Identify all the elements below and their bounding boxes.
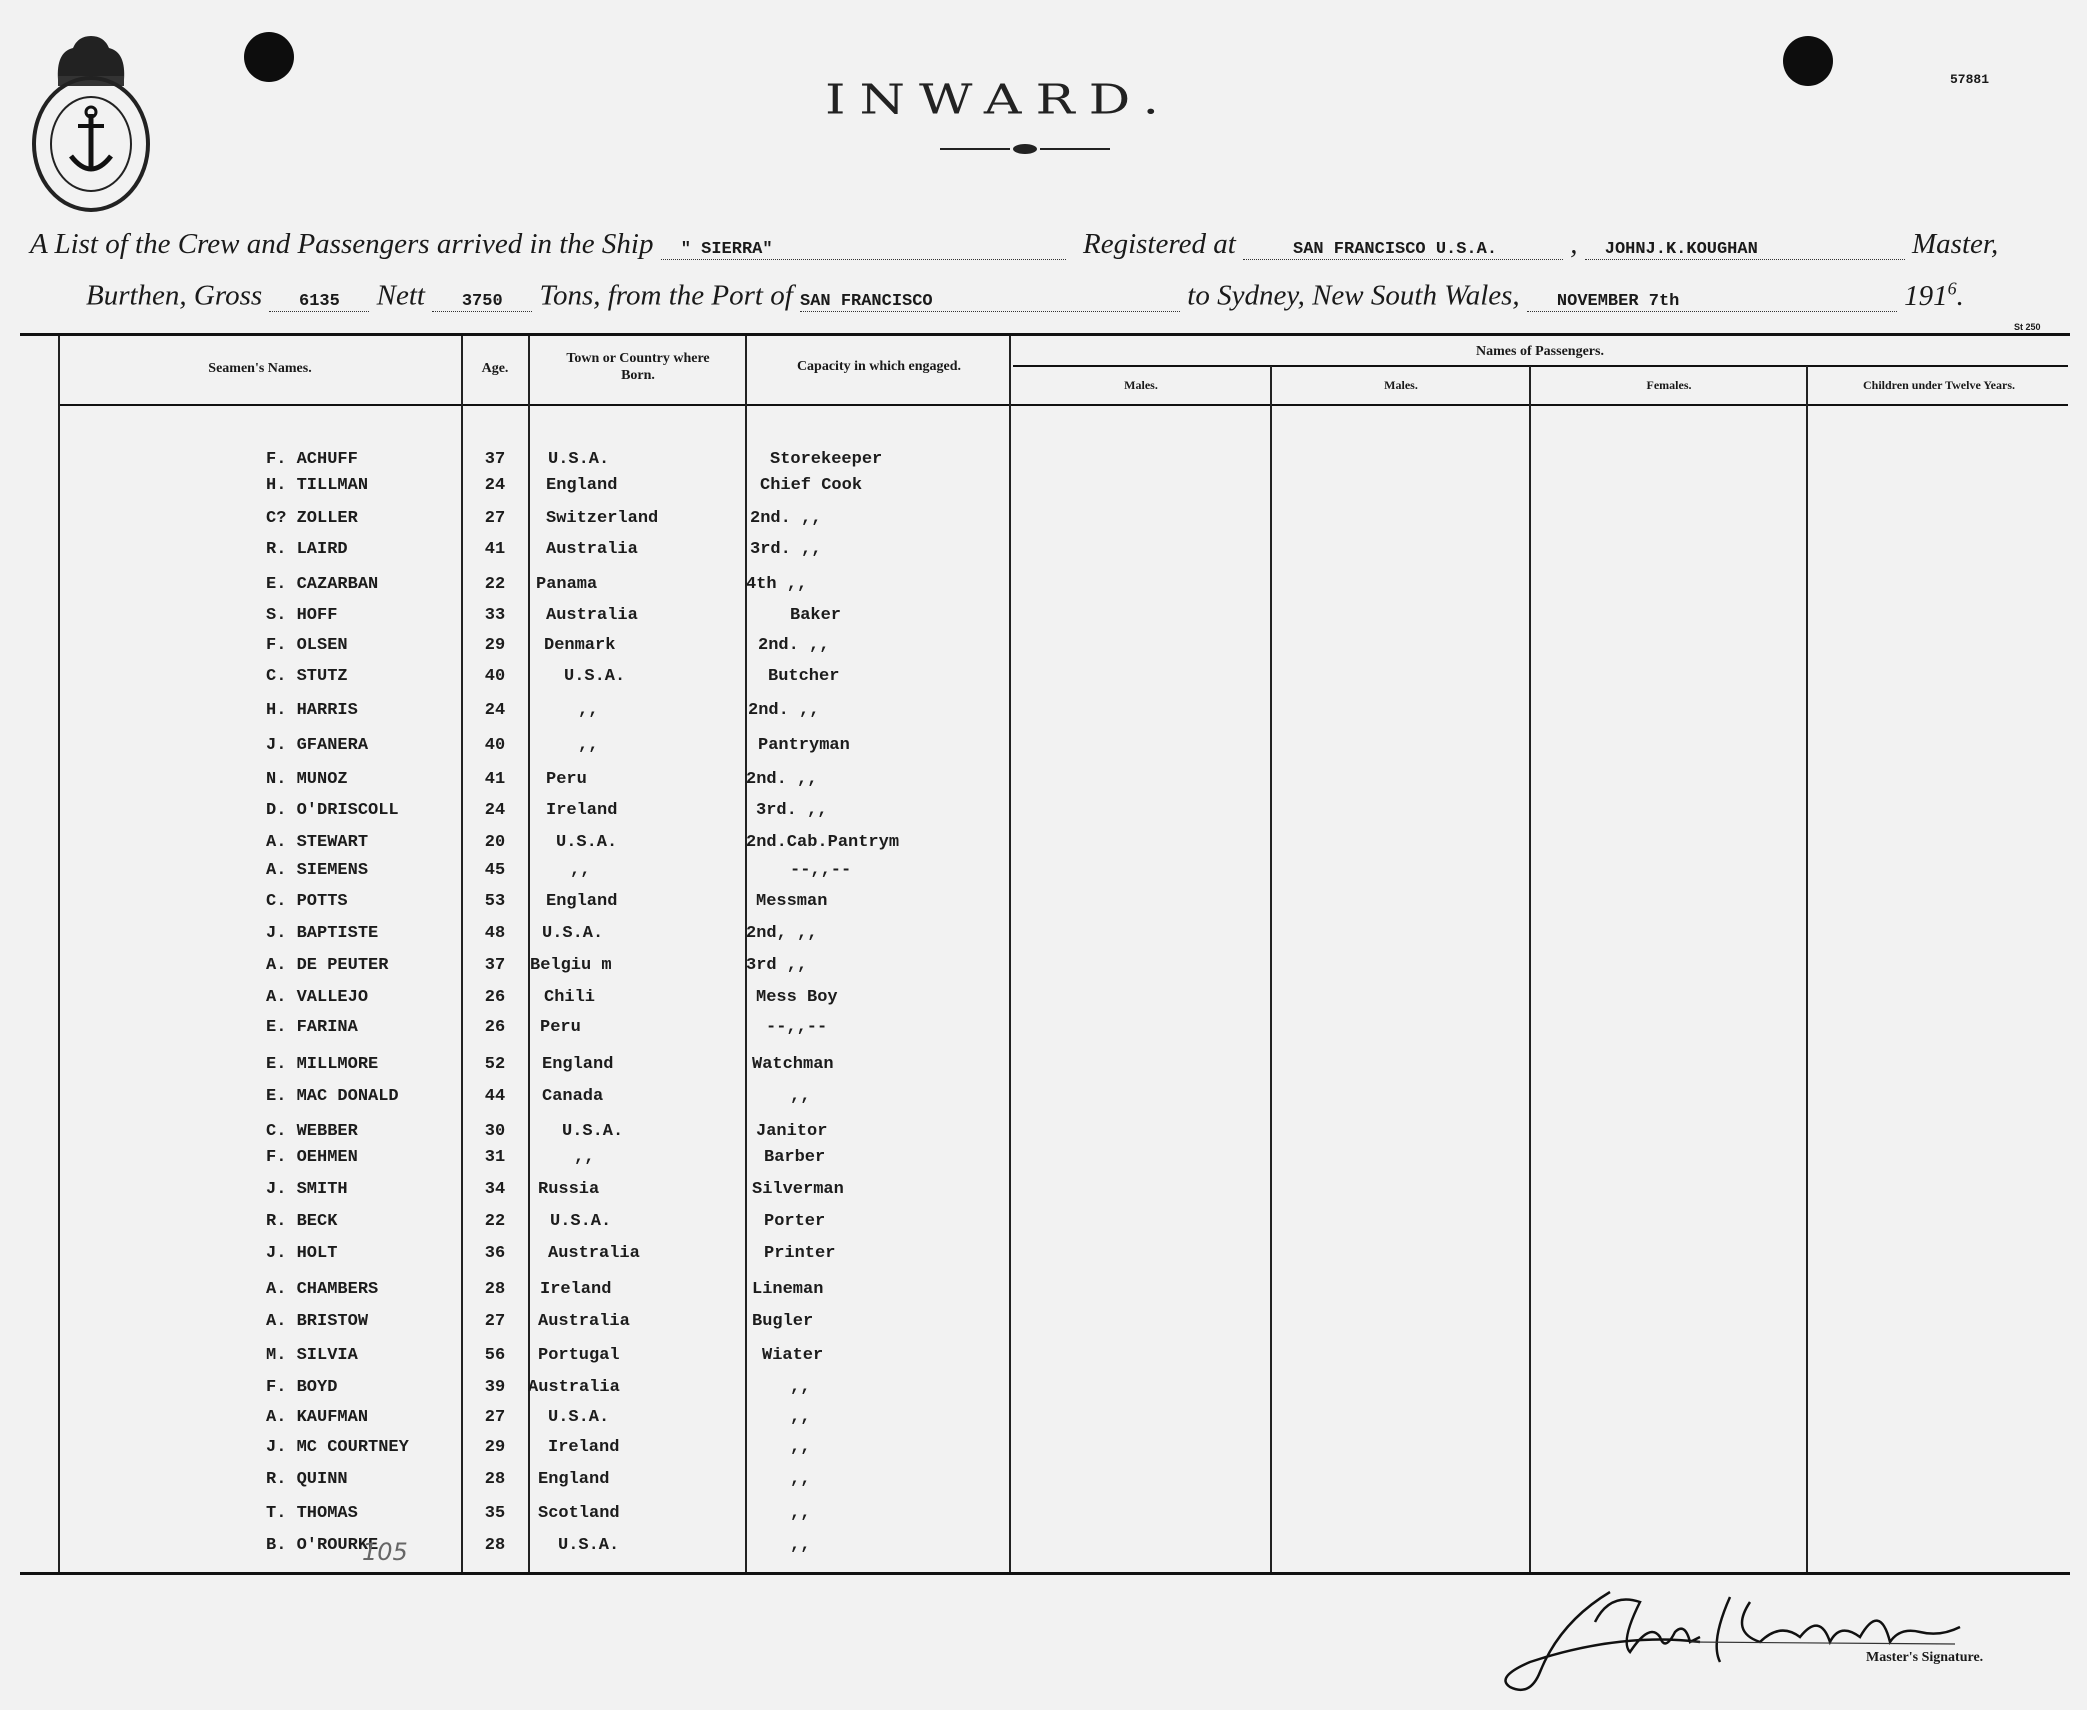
seaman-name: F. OLSEN bbox=[266, 636, 348, 655]
gross-tons: 6135 bbox=[269, 292, 369, 312]
seaman-age: 26 bbox=[484, 988, 506, 1007]
seaman-age: 31 bbox=[484, 1148, 506, 1167]
document-number: 57881 bbox=[1950, 72, 1990, 87]
seaman-name: D. O'DRISCOLL bbox=[266, 801, 399, 820]
seaman-age: 29 bbox=[484, 1438, 506, 1457]
seaman-capacity: Messman bbox=[756, 892, 828, 911]
seaman-name: H. HARRIS bbox=[266, 701, 358, 720]
seaman-name: A. SIEMENS bbox=[266, 861, 369, 880]
column-rule bbox=[1270, 366, 1272, 1572]
seaman-birthplace: Portugal bbox=[538, 1346, 620, 1365]
seaman-age: 27 bbox=[484, 509, 506, 528]
seaman-birthplace: Australia bbox=[548, 1244, 640, 1263]
seaman-name: A. STEWART bbox=[266, 833, 369, 852]
seaman-capacity: ,, bbox=[790, 1378, 811, 1397]
seaman-age: 53 bbox=[484, 892, 506, 911]
seaman-name: C. WEBBER bbox=[266, 1122, 358, 1141]
master-name: JOHNJ.K.KOUGHAN bbox=[1585, 240, 1905, 260]
seaman-age: 37 bbox=[484, 450, 506, 469]
seaman-capacity: Barber bbox=[764, 1148, 826, 1167]
seaman-capacity: ,, bbox=[790, 1504, 811, 1523]
seaman-age: 28 bbox=[484, 1536, 506, 1555]
seaman-birthplace: U.S.A. bbox=[550, 1212, 612, 1231]
seaman-age: 40 bbox=[484, 736, 506, 755]
burthen-label: Burthen, Gross bbox=[86, 279, 263, 312]
seaman-birthplace: U.S.A. bbox=[556, 833, 618, 852]
comma: , bbox=[1570, 228, 1578, 260]
seaman-name: A. BRISTOW bbox=[266, 1312, 369, 1331]
tons-label: Tons, from the Port of bbox=[539, 279, 793, 312]
seaman-age: 28 bbox=[484, 1470, 506, 1489]
year: $191^6$. bbox=[1904, 278, 1964, 312]
seaman-birthplace: Australia bbox=[528, 1378, 620, 1397]
page-title: INWARD. bbox=[825, 76, 1173, 124]
punch-hole-right bbox=[1783, 36, 1833, 86]
registered-place: SAN FRANCISCO U.S.A. bbox=[1243, 240, 1563, 260]
seaman-birthplace: U.S.A. bbox=[562, 1122, 624, 1141]
seaman-birthplace: Australia bbox=[538, 1312, 630, 1331]
seaman-capacity: Baker bbox=[790, 606, 842, 625]
seaman-birthplace: ,, bbox=[570, 861, 591, 880]
seaman-birthplace: England bbox=[546, 892, 618, 911]
seaman-birthplace: Scotland bbox=[538, 1504, 620, 1523]
seaman-name: J. HOLT bbox=[266, 1244, 338, 1263]
seaman-capacity: Pantryman bbox=[758, 736, 850, 755]
seaman-birthplace: U.S.A. bbox=[558, 1536, 620, 1555]
seaman-name: B. O'ROURKE bbox=[266, 1536, 379, 1555]
seaman-capacity: --,,-- bbox=[766, 1018, 828, 1037]
seaman-age: 28 bbox=[484, 1280, 506, 1299]
form-code: St 250 bbox=[2014, 322, 2041, 332]
shipping-masters-seal bbox=[28, 32, 154, 216]
seaman-capacity: 3rd ,, bbox=[746, 956, 808, 975]
seaman-name: M. SILVIA bbox=[266, 1346, 358, 1365]
seaman-name: S. HOFF bbox=[266, 606, 338, 625]
column-rule bbox=[745, 336, 747, 1572]
seaman-name: N. MUNOZ bbox=[266, 770, 348, 789]
seaman-name: A. KAUFMAN bbox=[266, 1408, 369, 1427]
col-header-males-2: Males. bbox=[1384, 378, 1418, 392]
seaman-birthplace: Peru bbox=[546, 770, 587, 789]
seaman-name: F. BOYD bbox=[266, 1378, 338, 1397]
col-header-born: Town or Country where Born. bbox=[566, 351, 710, 383]
seaman-birthplace: Chili bbox=[544, 988, 596, 1007]
column-rule bbox=[1009, 336, 1011, 1572]
seaman-age: 52 bbox=[484, 1055, 506, 1074]
seaman-birthplace: U.S.A. bbox=[542, 924, 604, 943]
seaman-birthplace: Belgiu m bbox=[530, 956, 612, 975]
seaman-name: E. MILLMORE bbox=[266, 1055, 379, 1074]
seaman-birthplace: Australia bbox=[546, 540, 638, 559]
column-rule bbox=[58, 336, 60, 1572]
seaman-capacity: Chief Cook bbox=[760, 476, 863, 495]
seaman-capacity: Mess Boy bbox=[756, 988, 838, 1007]
seaman-birthplace: ,, bbox=[578, 701, 599, 720]
seaman-capacity: ,, bbox=[790, 1438, 811, 1457]
seaman-capacity: Wiater bbox=[762, 1346, 824, 1365]
seaman-birthplace: ,, bbox=[574, 1148, 595, 1167]
seaman-name: R. LAIRD bbox=[266, 540, 348, 559]
seaman-capacity: 2nd. ,, bbox=[758, 636, 830, 655]
col-header-females: Females. bbox=[1646, 378, 1692, 392]
seaman-age: 45 bbox=[484, 861, 506, 880]
seaman-age: 29 bbox=[484, 636, 506, 655]
seaman-birthplace: Panama bbox=[536, 575, 598, 594]
seaman-capacity: Storekeeper bbox=[770, 450, 883, 469]
seaman-name: A. CHAMBERS bbox=[266, 1280, 379, 1299]
seaman-birthplace: Switzerland bbox=[546, 509, 659, 528]
seaman-capacity: --,,-- bbox=[790, 861, 852, 880]
seaman-birthplace: Australia bbox=[546, 606, 638, 625]
seaman-age: 33 bbox=[484, 606, 506, 625]
seaman-name: J. SMITH bbox=[266, 1180, 348, 1199]
seaman-capacity: 4th ,, bbox=[746, 575, 808, 594]
seaman-age: 56 bbox=[484, 1346, 506, 1365]
seaman-birthplace: England bbox=[546, 476, 618, 495]
seaman-birthplace: U.S.A. bbox=[564, 667, 626, 686]
header-bottom-rule bbox=[58, 404, 2068, 406]
seaman-name: T. THOMAS bbox=[266, 1504, 358, 1523]
seaman-capacity: ,, bbox=[790, 1536, 811, 1555]
seaman-name: E. MAC DONALD bbox=[266, 1087, 399, 1106]
seaman-capacity: Lineman bbox=[752, 1280, 824, 1299]
seaman-birthplace: Denmark bbox=[544, 636, 616, 655]
column-rule bbox=[461, 336, 463, 1572]
seaman-capacity: ,, bbox=[790, 1087, 811, 1106]
seaman-age: 48 bbox=[484, 924, 506, 943]
passenger-subheader-rule bbox=[1013, 365, 2068, 367]
seaman-name: E. CAZARBAN bbox=[266, 575, 379, 594]
seaman-capacity: 2nd. ,, bbox=[748, 701, 820, 720]
seaman-age: 40 bbox=[484, 667, 506, 686]
seaman-capacity: Watchman bbox=[752, 1055, 834, 1074]
seaman-capacity: 2nd, ,, bbox=[746, 924, 818, 943]
seaman-age: 24 bbox=[484, 701, 506, 720]
nett-label: Nett bbox=[376, 279, 425, 312]
col-header-males-1: Males. bbox=[1124, 378, 1158, 392]
seaman-age: 34 bbox=[484, 1180, 506, 1199]
seaman-capacity: 2nd. ,, bbox=[750, 509, 822, 528]
seaman-birthplace: Ireland bbox=[546, 801, 618, 820]
seaman-age: 30 bbox=[484, 1122, 506, 1141]
seaman-name: J. BAPTISTE bbox=[266, 924, 379, 943]
seaman-name: R. BECK bbox=[266, 1212, 338, 1231]
seaman-birthplace: England bbox=[542, 1055, 614, 1074]
seaman-capacity: 2nd. ,, bbox=[746, 770, 818, 789]
seaman-name: R. QUINN bbox=[266, 1470, 348, 1489]
destination-label: to Sydney, New South Wales, bbox=[1187, 279, 1520, 312]
seaman-name: F. ACHUFF bbox=[266, 450, 358, 469]
seaman-age: 27 bbox=[484, 1408, 506, 1427]
seaman-age: 22 bbox=[484, 1212, 506, 1231]
seaman-name: C? ZOLLER bbox=[266, 509, 358, 528]
seaman-capacity: ,, bbox=[790, 1470, 811, 1489]
header-line-2 bbox=[86, 278, 1964, 313]
seaman-birthplace: Ireland bbox=[548, 1438, 620, 1457]
seaman-name: E. FARINA bbox=[266, 1018, 358, 1037]
seaman-age: 24 bbox=[484, 801, 506, 820]
seaman-capacity: Silverman bbox=[752, 1180, 844, 1199]
seaman-capacity: Janitor bbox=[756, 1122, 828, 1141]
seaman-birthplace: U.S.A. bbox=[548, 1408, 610, 1427]
seaman-age: 35 bbox=[484, 1504, 506, 1523]
column-rule bbox=[1529, 366, 1531, 1572]
title-flourish bbox=[940, 142, 1110, 156]
seaman-name: J. MC COURTNEY bbox=[266, 1438, 409, 1457]
seaman-birthplace: England bbox=[538, 1470, 610, 1489]
seaman-capacity: ,, bbox=[790, 1408, 811, 1427]
seaman-name: F. OEHMEN bbox=[266, 1148, 358, 1167]
passengers-group-header: Names of Passengers. bbox=[1476, 344, 1604, 359]
seaman-age: 24 bbox=[484, 476, 506, 495]
table-bottom-rule bbox=[20, 1572, 2070, 1575]
port-of-departure: SAN FRANCISCO bbox=[800, 292, 1180, 312]
table-top-rule bbox=[20, 333, 2070, 336]
seaman-name: C. STUTZ bbox=[266, 667, 348, 686]
col-header-seamen-names: Seamen's Names. bbox=[208, 361, 312, 376]
col-header-age: Age. bbox=[481, 361, 509, 376]
seaman-age: 27 bbox=[484, 1312, 506, 1331]
arrival-date: NOVEMBER 7th bbox=[1527, 292, 1897, 312]
header-line-1 bbox=[30, 228, 1998, 261]
seaman-name: H. TILLMAN bbox=[266, 476, 369, 495]
seaman-birthplace: Canada bbox=[542, 1087, 604, 1106]
seaman-birthplace: Ireland bbox=[540, 1280, 612, 1299]
seaman-birthplace: ,, bbox=[578, 736, 599, 755]
seaman-age: 41 bbox=[484, 770, 506, 789]
seaman-age: 44 bbox=[484, 1087, 506, 1106]
seaman-age: 41 bbox=[484, 540, 506, 559]
seaman-capacity: Butcher bbox=[768, 667, 840, 686]
seaman-name: C. POTTS bbox=[266, 892, 348, 911]
seaman-age: 37 bbox=[484, 956, 506, 975]
seaman-capacity: Porter bbox=[764, 1212, 826, 1231]
nett-tons: 3750 bbox=[432, 292, 532, 312]
seaman-capacity: Bugler bbox=[752, 1312, 814, 1331]
seaman-age: 20 bbox=[484, 833, 506, 852]
seaman-age: 26 bbox=[484, 1018, 506, 1037]
col-header-capacity: Capacity in which engaged. bbox=[796, 359, 962, 374]
master-signature-label: Master's Signature. bbox=[1866, 1650, 1984, 1665]
seaman-capacity: 3rd. ,, bbox=[750, 540, 822, 559]
seaman-birthplace: Peru bbox=[540, 1018, 581, 1037]
master-label: Master, bbox=[1912, 228, 1999, 260]
column-rule bbox=[1806, 366, 1808, 1572]
seaman-age: 22 bbox=[484, 575, 506, 594]
seaman-capacity: 2nd.Cab.Pantrym bbox=[746, 833, 900, 852]
ship-name: " SIERRA" bbox=[661, 240, 1066, 260]
master-signature bbox=[1500, 1582, 1970, 1702]
registered-label: Registered at bbox=[1083, 228, 1236, 260]
seaman-birthplace: U.S.A. bbox=[548, 450, 610, 469]
seaman-capacity: 3rd. ,, bbox=[756, 801, 828, 820]
seaman-birthplace: Russia bbox=[538, 1180, 600, 1199]
pencil-note: 105 bbox=[362, 1538, 408, 1566]
seaman-age: 36 bbox=[484, 1244, 506, 1263]
col-header-children: Children under Twelve Years. bbox=[1862, 378, 2015, 392]
seaman-name: A. VALLEJO bbox=[266, 988, 369, 1007]
list-heading: A List of the Crew and Passengers arrived in the Ship bbox=[30, 228, 654, 260]
seaman-age: 39 bbox=[484, 1378, 506, 1397]
punch-hole-left bbox=[244, 32, 294, 82]
seaman-name: A. DE PEUTER bbox=[266, 956, 389, 975]
seaman-capacity: Printer bbox=[764, 1244, 836, 1263]
seaman-name: J. GFANERA bbox=[266, 736, 369, 755]
